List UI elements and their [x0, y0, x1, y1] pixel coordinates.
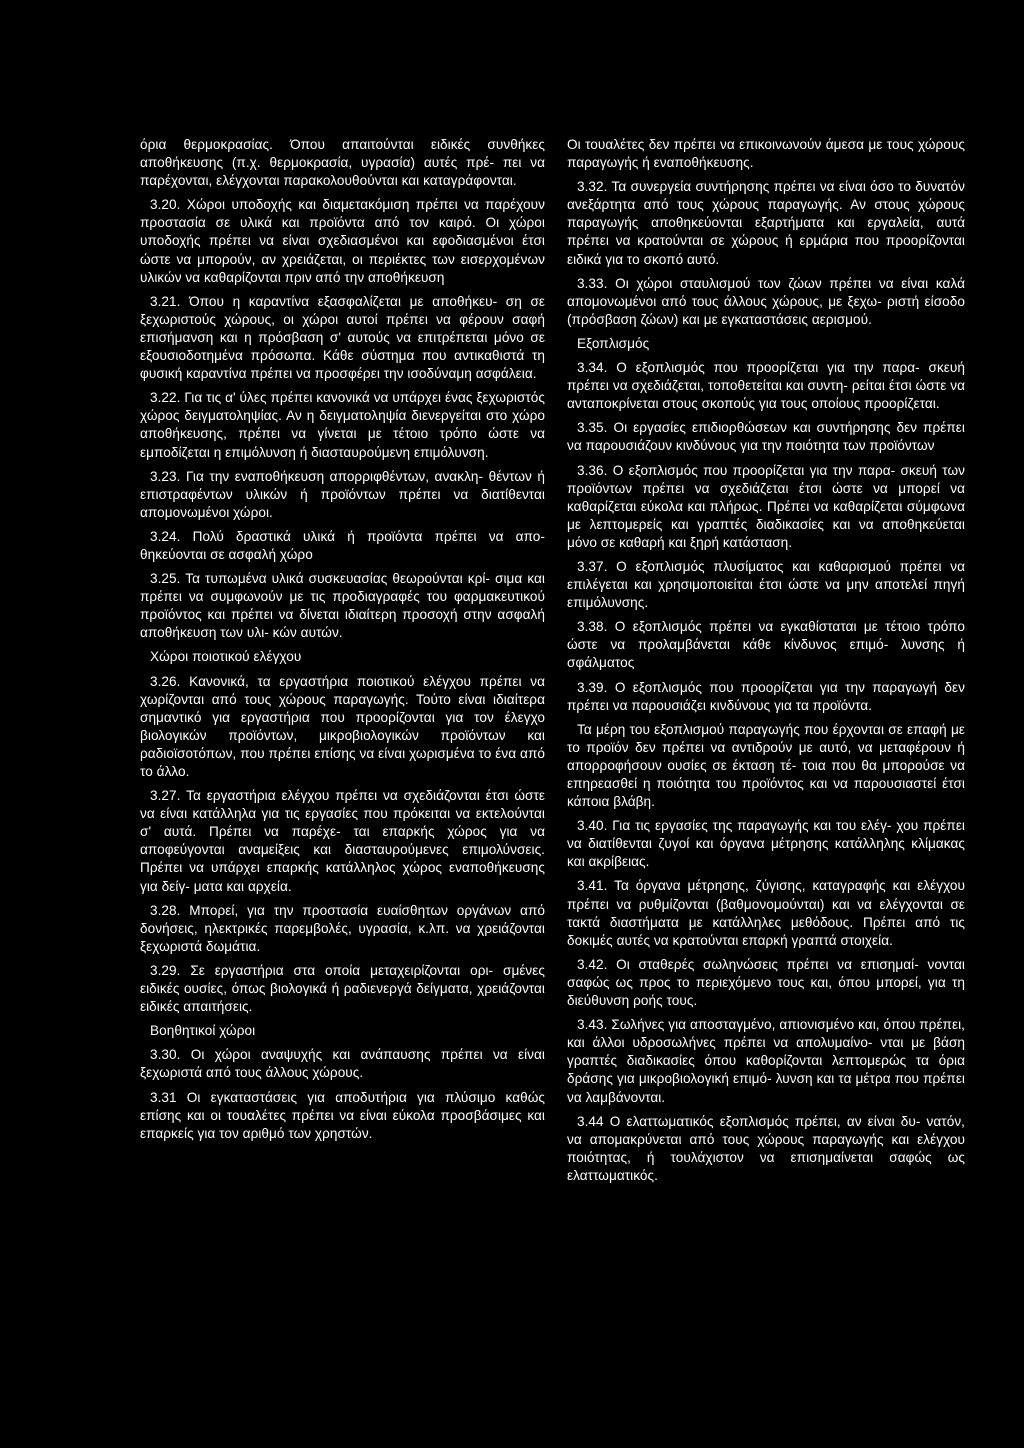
paragraph-3-24: 3.24. Πολύ δραστικά υλικά ή προϊόντα πρέπει να απο- θηκεύονται σε ασφαλή χώρο	[140, 528, 545, 562]
paragraph-3-29: 3.29. Σε εργαστήρια στα οποία μεταχειρίζονται ορι- σμένες ειδικές ουσίες, όπως βιολογικά ή ραδιενεργά δείγματα, χρειάζονται ειδικές απαιτήσεις.	[140, 962, 545, 1015]
paragraph-3-28: 3.28. Μπορεί, για την προστασία ευαίσθητων οργάνων από δονήσεις, ηλεκτρικές παρεμβολές, υγρασία, κ.λπ. να χρειάζονται ξεχωριστά δωμάτια.	[140, 902, 545, 954]
paragraph-3-40: 3.40. Για τις εργασίες της παραγωγής και του ελέγ- χου πρέπει να διατίθενται ζυγοί και όργανα μέτρησης κατάλληλης κλίμακας και ακρίβειας.	[567, 818, 965, 870]
paragraph-3-32: 3.32. Τα συνεργεία συντήρησης πρέπει να είναι όσο το δυνατόν ανεξάρτητα από τους χώρους παραγωγής. Αν στους χώρους παραγωγής αποθηκεύονται εξαρτήματα και εργαλεία, αυτά πρέπει να κρατούνται σε χώρους ή ερμάρια που προορίζονται ειδικά για το σκοπό αυτό.	[567, 179, 965, 267]
paragraph-3-44: 3.44 Ο ελαττωματικός εξοπλισμός πρέπει, αν είναι δυ- νατόν, να απομακρύνεται από τους χώρους παραγωγής και ελέγχου ποιότητας, ή τουλάχιστον να επισημαίνεται σαφώς ως ελαττωματικός.	[567, 1113, 965, 1183]
section-heading-quality-control: Χώροι ποιοτικού ελέγχου	[150, 649, 302, 665]
paragraph-3-31: 3.31 Οι εγκαταστάσεις για αποδυτήρια για πλύσιμο καθώς επίσης και οι τουαλέτες πρέπει να είναι εύκολα προσβάσιμες και επαρκείς για τον αριθμό των χρηστών.	[140, 1089, 545, 1141]
section-heading-auxiliary-areas: Βοηθητικοί χώροι	[150, 1023, 256, 1039]
paragraph-3-43: 3.43. Σωλήνες για αποσταγμένο, απιονισμένο και, όπου πρέπει, και άλλοι υδροσωλήνες πρέπει να απολυμαίνο- νται με βάση γραπτές διαδικασίες όπου καθορίζονται λεπτομερώς τα όρια δράσης για μικροβιολογική επιμό- λυνση και τα μέτρα που πρέπει να λαμβάνονται.	[567, 1017, 965, 1105]
paragraph-3-21: 3.21. Όπου η καραντίνα εξασφαλίζεται με αποθήκευ- ση σε ξεχωριστούς χώρους, οι χώροι αυτοί πρέπει να φέρουν σαφή επισήμανση και η πρόσβαση σ' αυτούς να επιτρέπεται μόνο σε εξουσιοδοτημένα πρόσωπα. Κάθε σύστημα που αντικαθιστά τη φυσική καραντίνα πρέπει να προσφέρει την ισοδύναμη ασφάλεια.	[140, 293, 545, 382]
paragraph-3-30: 3.30. Οι χώροι αναψυχής και ανάπαυσης πρέπει να είναι ξεχωριστά από τους άλλους χώρους.	[140, 1047, 545, 1081]
paragraph-3-42: 3.42. Οι σταθερές σωληνώσεις πρέπει να επισημαί- νονται σαφώς ως προς το περιεχόμενο τους και, όπου μπορεί, για τη διεύθυνση ροής τους.	[567, 956, 965, 1009]
paragraph-3-22: 3.22. Για τις α' ύλες πρέπει κανονικά να υπάρχει ένας ξεχωριστός χώρος δειγματοληψίας. Αν η δειγματοληψία διενεργείται στο χώρο αποθήκευσης, πρέπει να γίνεται με τέτοιο τρόπο ώστε να εμποδίζεται η επιμόλυνση ή διασταυρούμενη επιμόλυνση.	[140, 390, 545, 460]
paragraph-3-34: 3.34. Ο εξοπλισμός που προορίζεται για την παρα- σκευή πρέπει να σχεδιάζεται, τοποθετείται και συντη- ρείται έτσι ώστε να ανταποκρίνεται στους σκοπούς για τους οποίους προορίζεται.	[567, 360, 965, 412]
paragraph-3-38: 3.38. Ο εξοπλισμός πρέπει να εγκαθίσταται με τέτοιο τρόπο ώστε να προλαμβάνεται κάθε κίνδυνος επιμό- λυνσης ή σφάλματος	[567, 619, 965, 671]
paragraph-3-20: 3.20. Χώροι υποδοχής και διαμετακόμιση πρέπει να παρέχουν προστασία σε υλικά και προϊόντα από τον καιρό. Οι χώροι υποδοχής πρέπει να είναι σχεδιασμένοι και εφοδιασμένοι έτσι ώστε να μπορούν, αν χρειάζεται, οι περιέκτες των εισερχομένων υλικών να καθαρίζονται πριν από την αποθήκευση	[140, 197, 545, 285]
paragraph-3-41: 3.41. Τα όργανα μέτρησης, ζύγισης, καταγραφής και ελέγχου πρέπει να ρυθμίζονται (βαθμονομούνται) και να ελέγχονται σε τακτά διαστήματα με κατάλληλες μεθόδους. Πρέπει από τις δοκιμές αυτές να κρατούνται επαρκή γραπτά στοιχεία.	[567, 878, 965, 948]
paragraph-toilets: Οι τουαλέτες δεν πρέπει να επικοινωνούν άμεσα με τους χώρους παραγωγής ή εναποθήκευσης.	[567, 137, 965, 171]
paragraph-3-33: 3.33. Οι χώροι σταυλισμού των ζώων πρέπει να είναι καλά απομονωμένοι από τους άλλους χώρους, με ξεχω- ριστή είσοδο (πρόσβαση ζώων) και με εγκαταστάσεις αερισμού.	[567, 275, 965, 327]
paragraph-3-39: 3.39. Ο εξοπλισμός που προορίζεται για την παραγωγή δεν πρέπει να παρουσιάζει κινδύνους για τα προϊόντα.	[567, 679, 965, 713]
paragraph-3-37: 3.37. Ο εξοπλισμός πλυσίματος και καθαρισμού πρέπει να επιλέγεται και χρησιμοποιείται έτσι ώστε να μην αποτελεί πηγή επιμόλυνσης.	[567, 558, 965, 611]
paragraph-3-27: 3.27. Τα εργαστήρια ελέγχου πρέπει να σχεδιάζονται έτσι ώστε να είναι κατάλληλα για τις εργασίες που πρόκειται να εκτελούνται σ' αυτά. Πρέπει να παρέχε- ται επαρκής χώρος για να αποφεύγονται αναμείξεις και διασταυρούμενες επιμολύνσεις. Πρέπει να υπάρχει επαρκής κατάλληλος χώρος εναποθήκευσης για δείγ- ματα και αρχεία.	[140, 788, 545, 894]
paragraph-production-parts: Τα μέρη του εξοπλισμού παραγωγής που έρχονται σε επαφή με το προϊόν δεν πρέπει να αντιδρούν με αυτό, να μεταφέρουν ή απορροφήσουν ουσίες σε έκταση τέ- τοια που θα μπορούσε να επηρεασθεί η ποιότητα του προϊόντος και να παρουσιαστεί έτσι κάποια βλάβη.	[567, 721, 965, 810]
left-column	[140, 136, 545, 1149]
paragraph-continued: όρια θερμοκρασίας. Όπου απαιτούνται ειδικές συνθήκες αποθήκευσης (π.χ. θερμοκρασία, υγρασία) αυτές πρέ- πει να παρέχονται, ελέγχονται παρακολουθούνται και καταγράφονται.	[140, 137, 545, 189]
section-heading-equipment: Εξοπλισμός	[577, 335, 650, 351]
paragraph-3-35: 3.35. Οι εργασίες επιδιορθώσεων και συντήρησης δεν πρέπει να παρουσιάζουν κινδύνους για την ποιότητα των προϊόντων	[567, 420, 965, 454]
paragraph-3-36: 3.36. Ο εξοπλισμός που προορίζεται για την παρα- σκευή των προϊόντων πρέπει να σχεδιάζεται έτσι ώστε να μπορεί να καθαρίζεται εύκολα και πλήρως. Πρέπει να καθαρίζεται σύμφωνα με λεπτομερείς και γραπτές διαδικασίες και να αποθηκεύεται μόνο σε καθαρή και ξηρή κατάσταση.	[567, 462, 965, 550]
paragraph-3-23: 3.23. Για την εναποθήκευση απορριφθέντων, ανακλη- θέντων ή επιστραφέντων υλικών ή προϊόντων πρέπει να διατίθενται απομονωμένοι χώροι.	[140, 468, 545, 520]
paragraph-3-26: 3.26. Κανονικά, τα εργαστήρια ποιοτικού ελέγχου πρέπει να χωρίζονται από τους χώρους παραγωγής. Τούτο είναι ιδιαίτερα σημαντικό για εργαστήρια που προορίζονται για τον έλεγχο βιολογικών προϊόντων, μικροβιολογικών προϊόντων και ραδιοϊσοτόπων, που πρέπει επίσης να είναι χωρισμένα το ένα από το άλλο.	[140, 673, 545, 779]
paragraph-3-25: 3.25. Τα τυπωμένα υλικά συσκευασίας θεωρούνται κρί- σιμα και πρέπει να συμφωνούν με τις προδιαγραφές του φαρμακευτικού προϊόντος και πρέπει να δίνεται ιδιαίτερη προσοχή στην ασφαλή αποθήκευση των υλι- κών αυτών.	[140, 571, 545, 641]
right-column	[567, 136, 965, 1191]
